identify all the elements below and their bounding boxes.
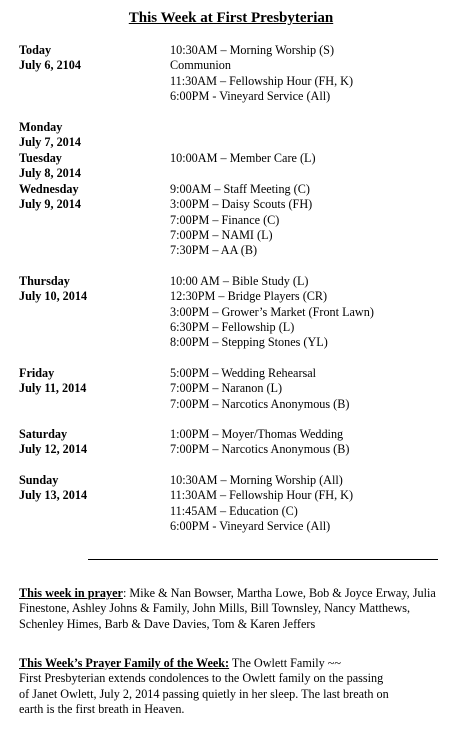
event-item: 8:00PM – Stepping Stones (YL)	[170, 335, 328, 350]
day-today	[19, 43, 81, 74]
day-date: July 13, 2014	[19, 488, 88, 503]
day-date: July 7, 2014	[19, 135, 81, 150]
condolence-line: First Presbyterian extends condolences to the Owlett family on the passing	[19, 671, 384, 686]
event-item: 7:00PM – Narcotics Anonymous (B)	[170, 442, 350, 457]
events-today	[170, 43, 353, 104]
event-item: 7:00PM – Narcotics Anonymous (B)	[170, 396, 350, 411]
day-label: Today	[19, 43, 52, 57]
day-label: Monday	[19, 120, 63, 134]
day-label: Wednesday	[19, 182, 79, 196]
condolence-line: earth is the first breath in Heaven.	[19, 701, 185, 716]
day-label: Friday	[19, 366, 55, 380]
event-item: 3:00PM – Daisy Scouts (FH)	[170, 197, 313, 212]
event-item: 10:30AM – Morning Worship (S)	[170, 43, 335, 57]
day-label: Tuesday	[19, 151, 62, 165]
day-label: Thursday	[19, 274, 70, 288]
prayer-family-name: The Owlett Family ~~	[229, 656, 341, 670]
day-wednesday	[19, 182, 81, 213]
page-title: This Week at First Presbyterian	[128, 10, 334, 26]
events-saturday	[170, 427, 349, 458]
event-item: 11:30AM – Fellowship Hour (FH, K)	[170, 488, 354, 503]
day-date: July 12, 2014	[19, 442, 88, 457]
events-friday	[170, 366, 349, 412]
event-item: 3:00PM – Grower’s Market (Front Lawn)	[170, 304, 374, 319]
event-item: 5:00PM – Wedding Rehearsal	[170, 366, 317, 380]
prayer-section	[19, 586, 444, 632]
day-tuesday	[19, 151, 81, 182]
divider	[88, 559, 438, 560]
day-date: July 10, 2014	[19, 289, 88, 304]
day-date: July 9, 2014	[19, 197, 81, 212]
event-item: 7:00PM – Finance (C)	[170, 212, 280, 227]
event-item: 11:45AM – Education (C)	[170, 503, 298, 518]
event-item: Communion	[170, 58, 231, 73]
events-tuesday	[170, 151, 316, 166]
event-item: 6:00PM - Vineyard Service (All)	[170, 518, 331, 533]
day-label: Sunday	[19, 473, 59, 487]
day-monday	[19, 120, 81, 151]
day-label: Saturday	[19, 427, 68, 441]
event-item: 6:00PM - Vineyard Service (All)	[170, 88, 331, 103]
condolence-line: of Janet Owlett, July 2, 2014 passing quietly in her sleep. The last breath on	[19, 686, 389, 701]
prayer-family-section	[19, 656, 444, 717]
prayer-heading: This week in prayer	[19, 586, 123, 600]
event-item: 9:00AM – Staff Meeting (C)	[170, 182, 310, 196]
event-item: 10:00AM – Member Care (L)	[170, 151, 316, 165]
day-sunday	[19, 473, 87, 504]
day-date: July 11, 2014	[19, 381, 87, 396]
day-date: July 8, 2014	[19, 166, 81, 181]
event-item: 1:00PM – Moyer/Thomas Wedding	[170, 427, 344, 441]
event-item: 7:00PM – NAMI (L)	[170, 227, 273, 242]
events-wednesday	[170, 182, 312, 258]
event-item: 10:30AM – Morning Worship (All)	[170, 473, 343, 487]
event-item: 10:00 AM – Bible Study (L)	[170, 274, 309, 288]
event-item: 7:30PM – AA (B)	[170, 243, 258, 258]
events-sunday	[170, 473, 353, 534]
event-item: 11:30AM – Fellowship Hour (FH, K)	[170, 73, 354, 88]
event-item: 12:30PM – Bridge Players (CR)	[170, 289, 328, 304]
prayer-family-heading: This Week’s Prayer Family of the Week:	[19, 656, 230, 670]
day-friday	[19, 366, 86, 397]
events-thursday	[170, 274, 374, 350]
event-item: 7:00PM – Naranon (L)	[170, 381, 283, 396]
day-date: July 6, 2104	[19, 58, 81, 73]
day-saturday	[19, 427, 87, 458]
event-item: 6:30PM – Fellowship (L)	[170, 319, 295, 334]
prayer-names: : Mike & Nan Bowser, Martha Lowe, Bob & Joyce Erway, Julia Finestone, Ashley Johns & Family, John Mills, Bill Townsley, Nancy Matthews, Schenley Himes, Barb & Dave Davies, Tom & Karen Jeffers	[19, 586, 436, 631]
day-thursday	[19, 274, 87, 305]
